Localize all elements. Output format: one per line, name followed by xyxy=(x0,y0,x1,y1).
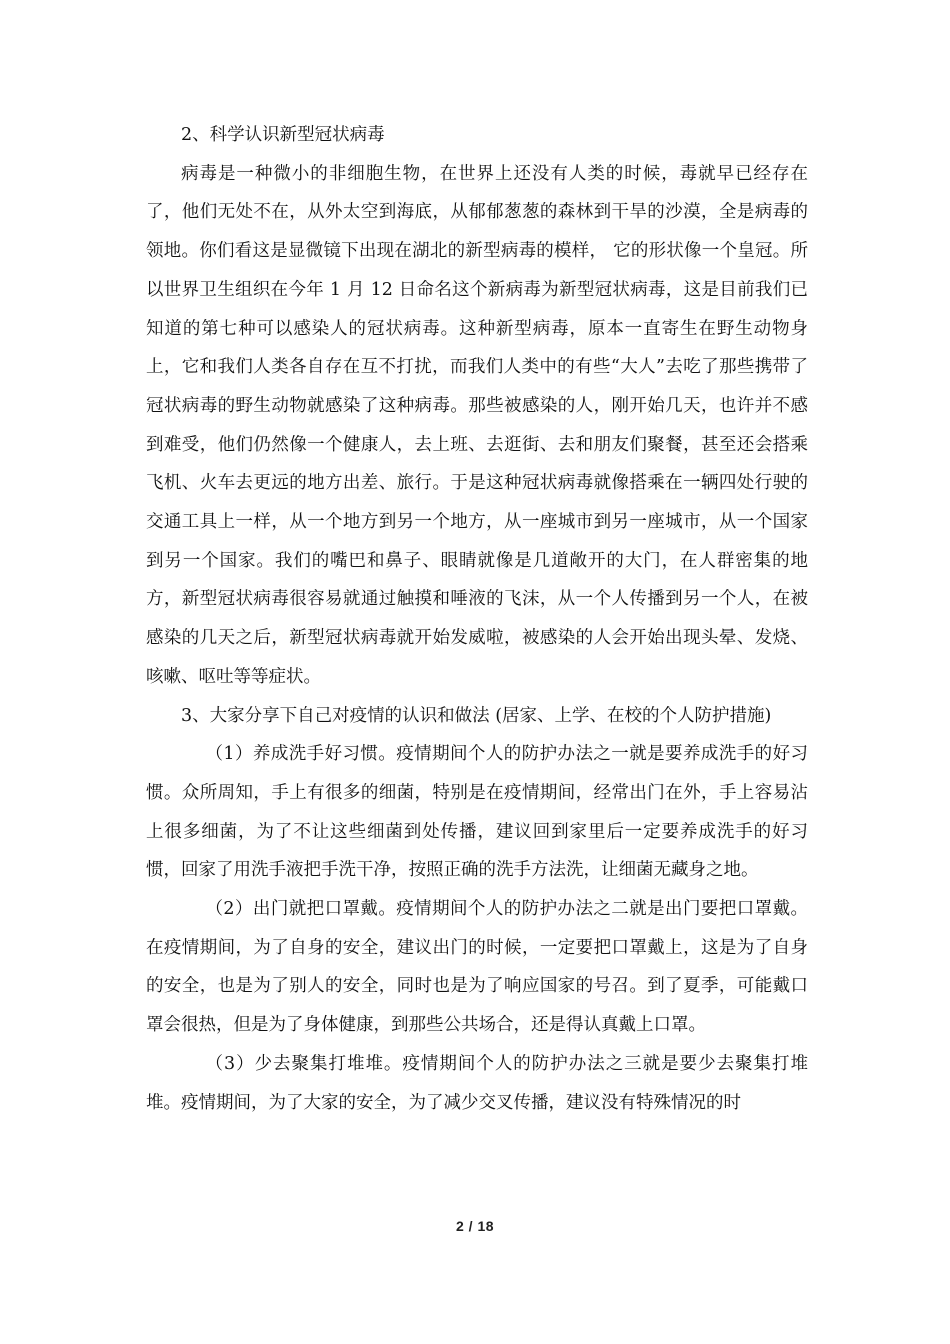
document-body xyxy=(146,116,808,1122)
page-number: 2 / 18 xyxy=(455,1218,495,1234)
paragraph-virus-intro: 病毒是一种微小的非细胞生物，在世界上还没有人类的时候，毒就早已经存在了，他们无处不在，从外太空到海底，从郁郁葱葱的森林到干旱的沙漠，全是病毒的领地。你们看这是显微镜下出现在湖北的新型病毒的模样， 它的形状像一个皇冠。所以世界卫生组织在今年 1 月 12 日命名这个新病毒为新型冠状病毒，这是目前我们已知道的第七种可以感染人的冠状病毒。这种新型病毒，原本一直寄生在野生动物身上，它和我们人类各自存在互不打扰，而我们人类中的有些“大人”去吃了那些携带了冠状病毒的野生动物就感染了这种病毒。那些被感染的人，刚开始几天，也许并不感到难受，他们仍然像一个健康人，去上班、去逛街、去和朋友们聚餐，甚至还会搭乘飞机、火车去更远的地方出差、旅行。于是这种冠状病毒就像搭乘在一辆四处行驶的交通工具上一样，从一个地方到另一个地方，从一座城市到另一座城市，从一个国家到另一个国家。我们的嘴巴和鼻子、眼睛就像是几道敞开的大门，在人群密集的地方，新型冠状病毒很容易就通过触摸和唾液的飞沫，从一个人传播到另一个人，在被感染的几天之后，新型冠状病毒就开始发威啦，被感染的人会开始出现头晕、发烧、咳嗽、呕吐等等症状。 xyxy=(146,163,808,687)
paragraph-gathering: （3）少去聚集打堆堆。疫情期间个人的防护办法之三就是要少去聚集打堆堆。疫情期间，为了大家的安全，为了减少交叉传播，建议没有特殊情况的时 xyxy=(146,1053,808,1113)
paragraph-mask: （2）出门就把口罩戴。疫情期间个人的防护办法之二就是出门要把口罩戴。在疫情期间，为了自身的安全，建议出门的时候，一定要把口罩戴上，这是为了自身的安全，也是为了别人的安全，同时也是为了响应国家的号召。到了夏季，可能戴口罩会很热，但是为了身体健康，到那些公共场合，还是得认真戴上口罩。 xyxy=(146,899,808,1036)
section-heading-3: 3、大家分享下自己对疫情的认识和做法 (居家、上学、在校的个人防护措施) xyxy=(181,705,772,726)
paragraph-handwashing: （1）养成洗手好习惯。疫情期间个人的防护办法之一就是要养成洗手的好习惯。众所周知，手上有很多的细菌，特别是在疫情期间，经常出门在外，手上容易沾上很多细菌，为了不让这些细菌到处传播，建议回到家里后一定要养成洗手的好习惯，回家了用洗手液把手洗干净，按照正确的洗手方法洗，让细菌无藏身之地。 xyxy=(146,744,808,881)
section-heading-2: 2、科学认识新型冠状病毒 xyxy=(181,125,385,145)
